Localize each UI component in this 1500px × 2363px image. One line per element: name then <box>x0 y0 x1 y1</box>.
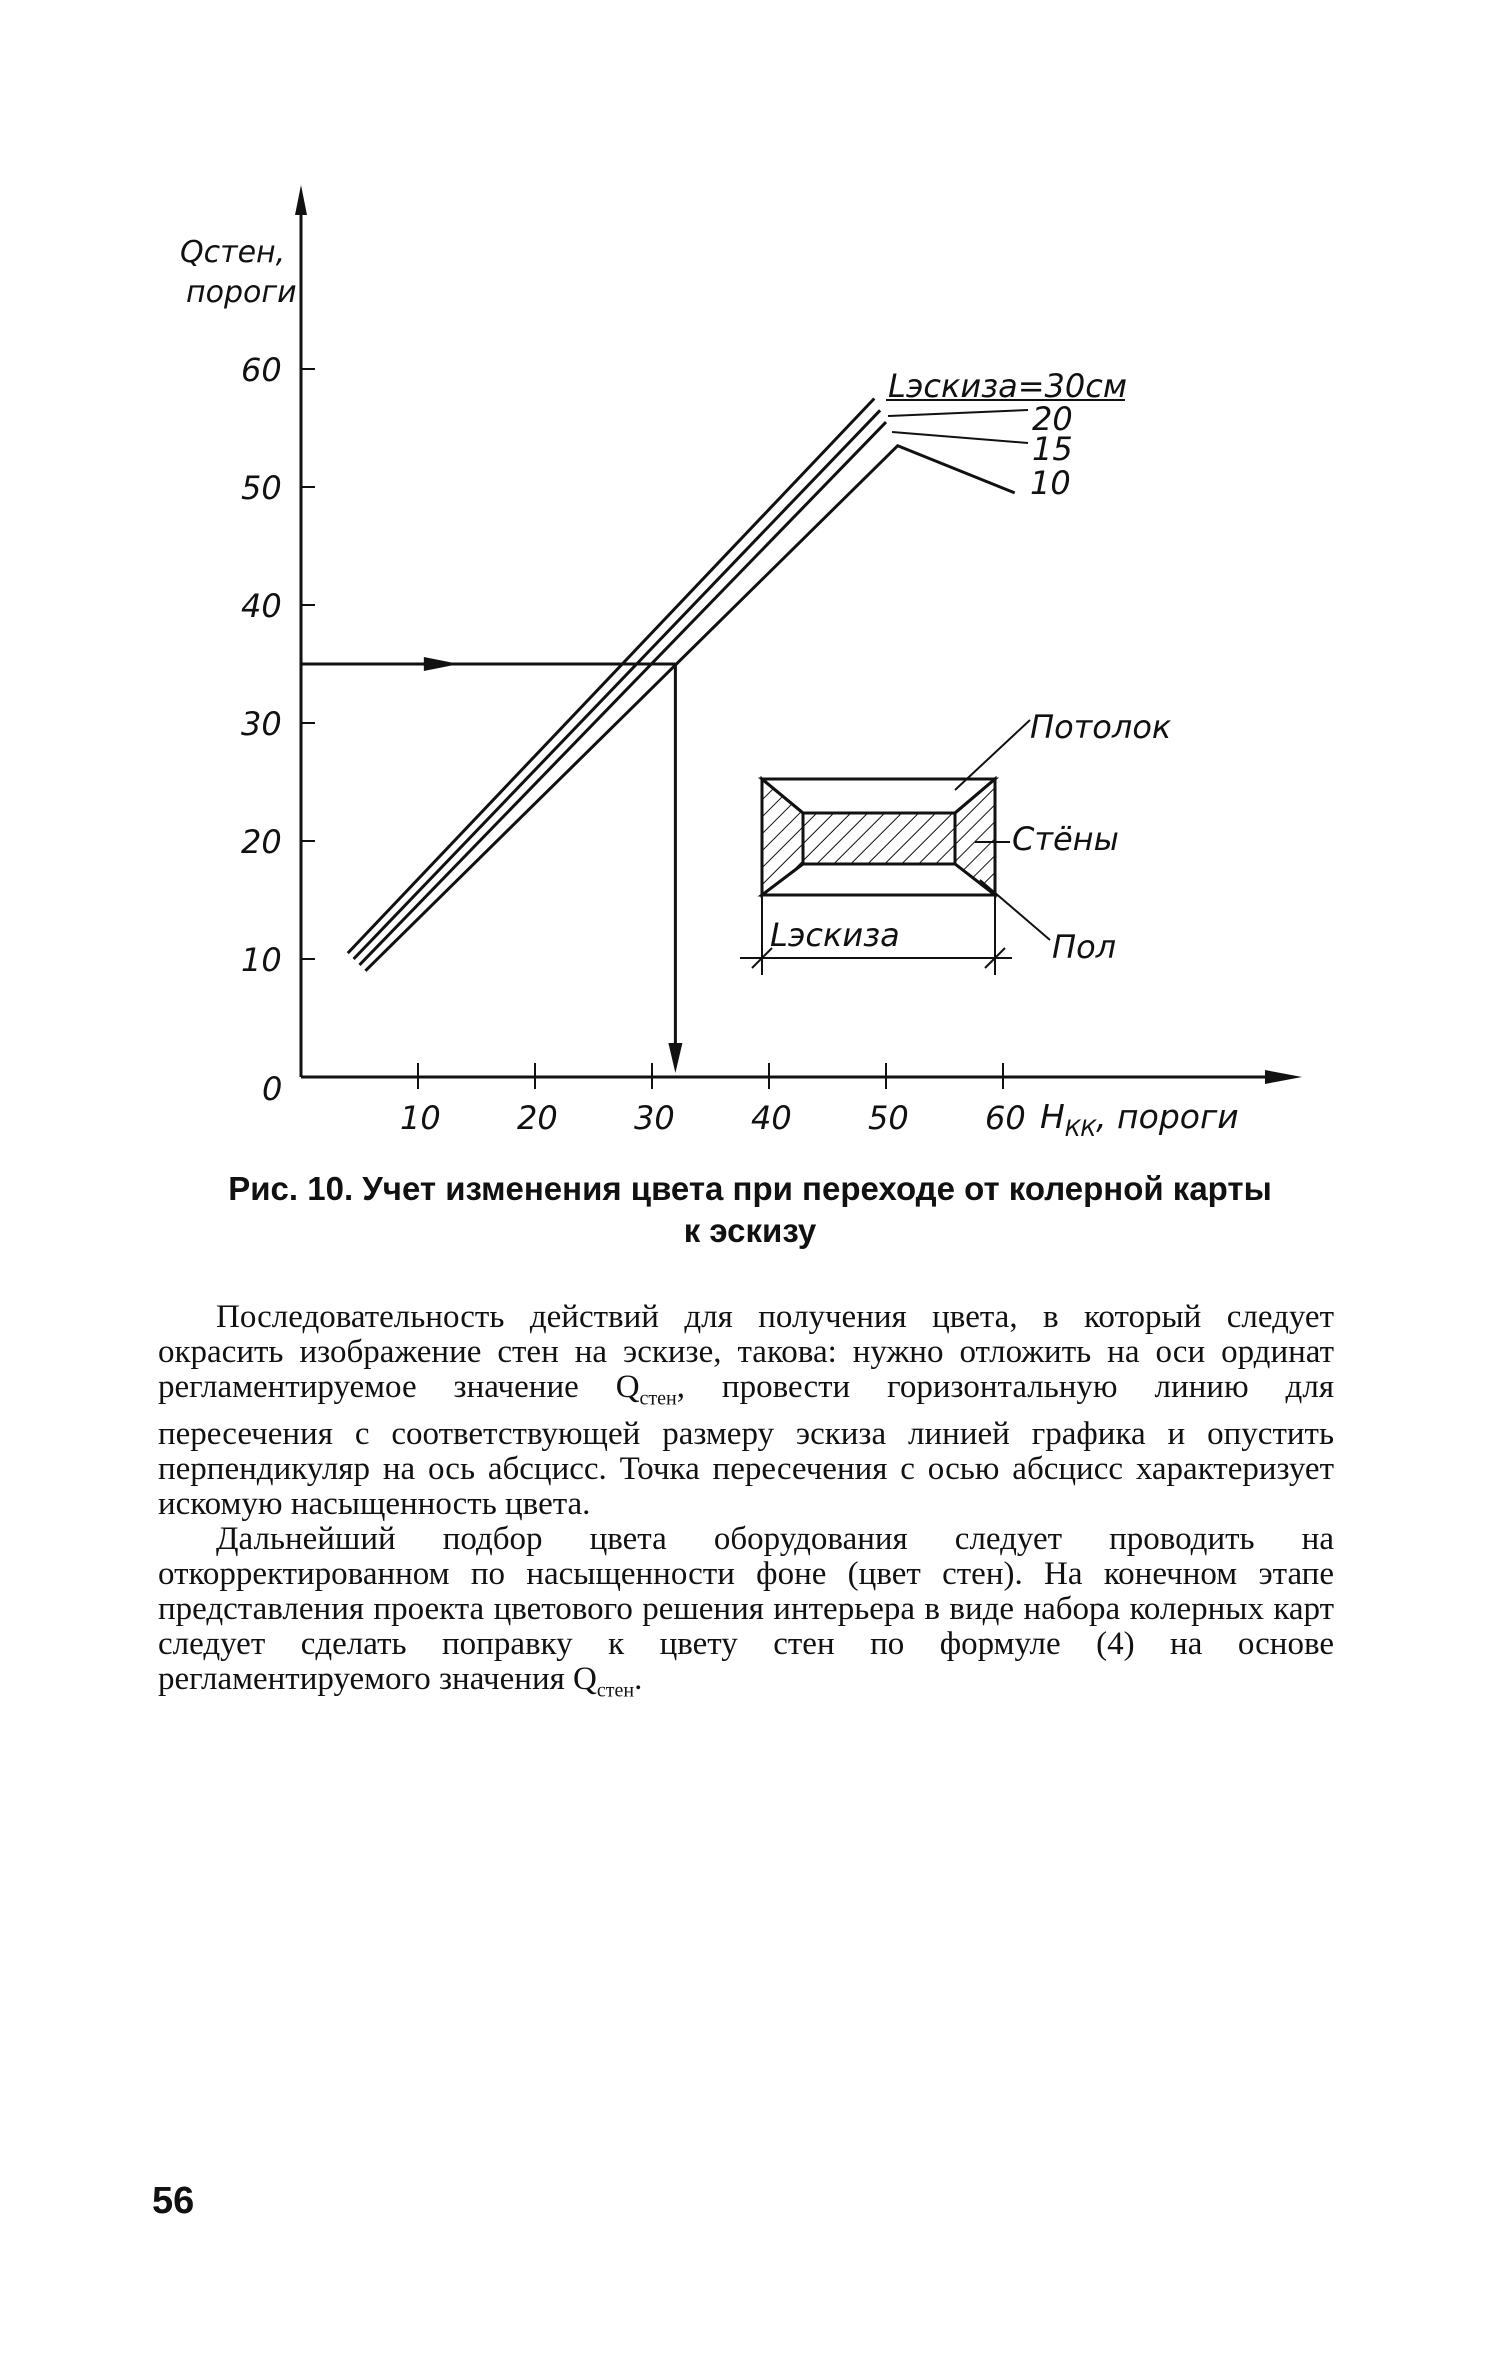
series-label-15: 15 <box>1032 430 1073 468</box>
inset-room-diagram <box>740 708 1172 975</box>
body-text <box>158 1300 1334 1708</box>
y-axis-label-line1: Qстен, <box>180 235 286 270</box>
inset-walls-label: Стёны <box>1012 820 1119 858</box>
paragraph-1-subscript: стен <box>639 1387 677 1410</box>
leader-15 <box>892 432 1028 443</box>
figure-10-chart <box>0 0 1500 1160</box>
paragraph-2-part-1: Дальнейший подбор цвета оборудования следует проводить на откорректированном по насыщенности фоне (цвет стен). На конечном этапе представления проекта цветового решения интерьера в виде набора колерных карт следует сделать поправку к цвету стен по формуле (4) на основе регламентируемого значения Q <box>158 1520 1334 1697</box>
figure-caption <box>160 1168 1340 1252</box>
page-number: 56 <box>152 2180 195 2222</box>
inset-back-wall <box>803 813 955 864</box>
y-tick-label-50: 50 <box>241 469 282 507</box>
x-tick-label-10: 10 <box>400 1099 441 1137</box>
x-tick-label-20: 20 <box>517 1099 558 1137</box>
x-tick-label-50: 50 <box>868 1099 909 1137</box>
y-tick-label-30: 30 <box>241 705 282 743</box>
inset-floor-label: Пол <box>1052 928 1117 966</box>
x-axis-arrow <box>1265 1070 1302 1084</box>
inset-floor-leader <box>980 880 1050 940</box>
paragraph-1 <box>158 1300 1334 1522</box>
inset-length-label: Lэскиза <box>770 916 900 954</box>
series-label-10: 10 <box>1030 464 1071 502</box>
reading-horizontal-arrow <box>424 657 459 671</box>
inset-ceiling-label: Потолок <box>1030 708 1172 746</box>
y-tick-label-10: 10 <box>241 941 282 979</box>
x-axis-label <box>1040 1097 1239 1142</box>
x-tick-label-30: 30 <box>634 1099 675 1137</box>
y-tick-label-40: 40 <box>241 587 282 625</box>
paragraph-2-part-2: . <box>634 1660 643 1697</box>
paragraph-2 <box>158 1522 1334 1709</box>
x-tick-label-40: 40 <box>751 1099 792 1137</box>
y-tick-label-60: 60 <box>241 351 282 389</box>
leader-20 <box>888 410 1028 416</box>
reading-vertical-arrow <box>668 1043 682 1073</box>
series-label-30: Lэскиза=30см <box>888 367 1127 405</box>
caption-line-2: к эскизу <box>683 1212 817 1249</box>
x-axis-label-main: H <box>1040 1097 1065 1136</box>
paragraph-1-part-1: Последовательность действий для получения цвета, в который следует окрасить изображение стен на эскизе, такова: нужно отложить на оси ординат регламентируемое значение Q <box>158 1299 1334 1405</box>
y-axis-label-line2: пороги <box>186 275 297 310</box>
caption-line-1: Рис. 10. Учет изменения цвета при переходе от колерной карты <box>228 1170 1272 1207</box>
series-label-20: 20 <box>1032 400 1073 438</box>
x-axis-label-sub: КК <box>1064 1117 1097 1142</box>
y-tick-label-20: 20 <box>241 823 282 861</box>
paragraph-1-part-2: , провести горизонтальную линию для пересечения с соответствующей размеру эскиза линией графика и опустить перпендикуляр на ось абсцисс. Точка пересечения с осью абсцисс характеризует искомую насыщенность цвета. <box>158 1369 1334 1522</box>
x-tick-label-60: 60 <box>985 1099 1026 1137</box>
origin-label: 0 <box>262 1070 283 1108</box>
inset-floor <box>762 864 995 895</box>
x-axis-label-rest: , пороги <box>1096 1097 1239 1136</box>
paragraph-2-subscript: стен <box>596 1679 635 1702</box>
y-axis-arrow <box>295 185 307 215</box>
